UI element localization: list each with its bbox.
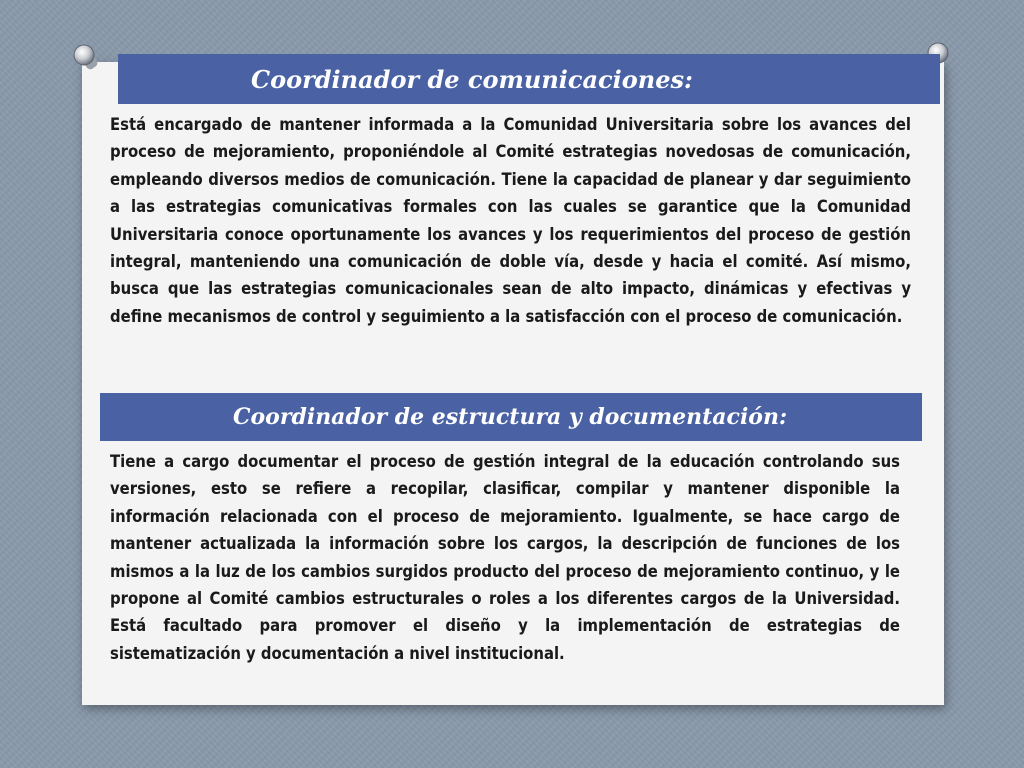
section-title-text: Coordinador de estructura y documentación: xyxy=(233,404,788,430)
section-title-communications xyxy=(118,54,940,104)
pushpin-icon xyxy=(72,44,102,74)
section-title-text: Coordinador de comunicaciones: xyxy=(251,64,693,94)
section-body-communications: Está encargado de mantener informada a la Comunidad Universitaria sobre los avances del proceso de mejoramiento, proponiéndole al Comité estrategias novedosas de comunicación, empleando diversos medios de comunicación. Tiene la capacidad de planear y dar seguimiento a las estrategias comunicativas formales con las cuales se garantice que la Comunidad Universitaria conoce oportunamente los avances y los requerimientos del proceso de gestión integral, manteniendo una comunicación de doble vía, desde y hacia el comité. Así mismo, busca que las estrategias comunicacionales sean de alto impacto, dinámicas y efectivas y define mecanismos de control y seguimiento a la satisfacción con el proceso de comunicación. xyxy=(110,115,911,326)
section-title-structure-documentation xyxy=(100,393,922,441)
section-body-structure-documentation: Tiene a cargo documentar el proceso de gestión integral de la educación controlando sus versiones, esto se refiere a recopilar, clasificar, compilar y mantener disponible la información relacionada con el proceso de mejoramiento. Igualmente, se hace cargo de mantener actualizada la información sobre los cargos, la descripción de funciones de los mismos a la luz de los cambios surgidos producto del proceso de mejoramiento continuo, y le propone al Comité cambios estructurales o roles a los diferentes cargos de la Universidad. Está facultado para promover el diseño y la implementación de estrategias de sistematización y documentación a nivel institucional. xyxy=(110,452,900,663)
